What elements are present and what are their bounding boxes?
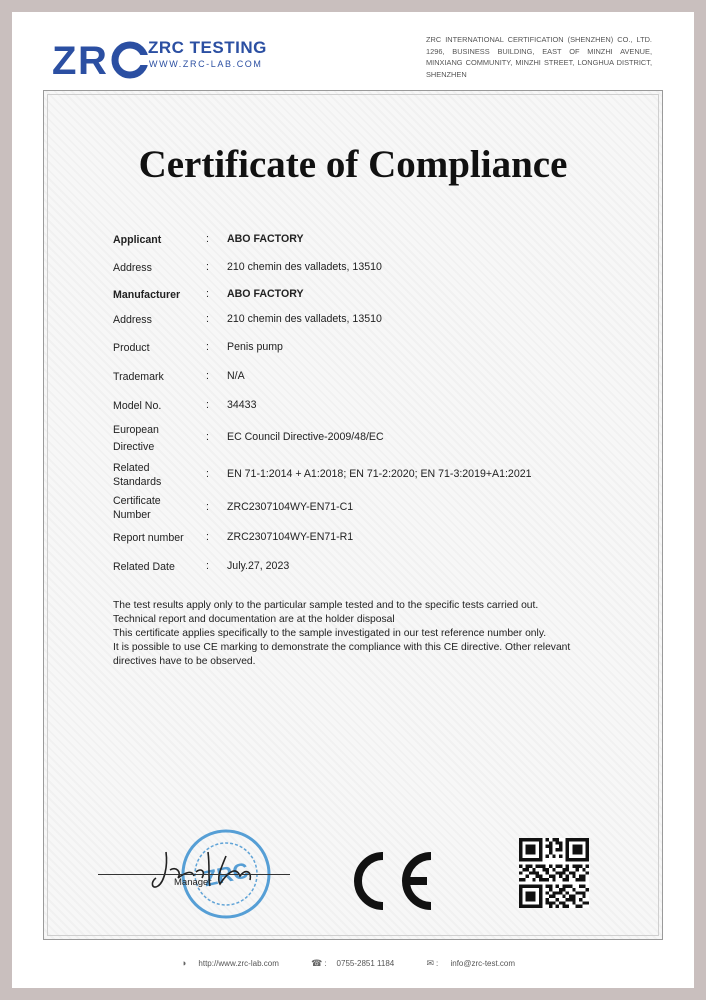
footer-website-text: http://www.zrc-lab.com [198, 959, 279, 968]
field-value: ABO FACTORY [227, 233, 304, 245]
logo-r-letter: R [78, 39, 107, 83]
stamp-text: ZRC [201, 857, 251, 892]
field-label: European Directive [113, 424, 159, 453]
mail-icon: ✉ [426, 958, 435, 968]
field-value: ABO FACTORY [227, 288, 304, 300]
field-colon: : [206, 431, 209, 443]
field-label: Address [113, 314, 152, 326]
footer-phone[interactable]: ☎ : 0755-2851 1184 [311, 958, 395, 968]
field-label: Applicant [113, 234, 162, 246]
field-colon: : [206, 261, 209, 273]
field-value: 34433 [227, 399, 257, 411]
qr-finder-top-right [566, 838, 589, 861]
field-value: EN 71-1:2014 + A1:2018; EN 71-2:2020; EN 71-3:2019+A1:2021 [227, 468, 532, 480]
note-line: The test results apply only to the particular sample tested and to the specific tests carried out. [113, 600, 539, 611]
field-colon: : [206, 313, 209, 325]
field-colon: : [206, 560, 209, 572]
field-colon: : [206, 288, 209, 300]
qr-finder-top-left [519, 838, 542, 861]
field-label: Model No. [113, 400, 162, 412]
signature-line [98, 874, 290, 875]
globe-icon: ◑ [180, 958, 187, 968]
manager-label: Manager [174, 877, 212, 888]
manager-signature [96, 822, 306, 922]
field-label: Related Date [113, 561, 175, 573]
field-colon: : [206, 468, 209, 480]
field-label: Related Standards [113, 462, 162, 488]
logo-z-letter: Z [52, 39, 77, 83]
field-colon: : [206, 501, 209, 513]
certificate-page [12, 12, 694, 988]
field-value: July.27, 2023 [227, 560, 290, 572]
field-value: Penis pump [227, 341, 283, 353]
field-value: 210 chemin des valladets, 13510 [227, 261, 382, 273]
field-colon: : [206, 399, 209, 411]
footer-phone-text: 0755-2851 1184 [336, 959, 395, 968]
brand-url[interactable]: WWW.ZRC-LAB.COM [149, 59, 263, 69]
field-value: ZRC2307104WY-EN71-C1 [227, 501, 354, 513]
certificate-title: Certificate of Compliance [138, 143, 568, 186]
company-address: ZRC INTERNATIONAL CERTIFICATION (SHENZHEN) CO., LTD. 1296, BUSINESS BUILDING, EAST OF MINZHI AVENUE, MINXIANG COMMUNITY, MINZHI STREET, LONGHUA DISTRICT, SHENZHEN [426, 35, 652, 79]
brand-name: ZRC TESTING [148, 38, 267, 57]
field-label: Trademark [113, 371, 164, 383]
field-label: Report number [113, 532, 184, 544]
field-colon: : [206, 531, 209, 543]
qr-finder-bottom-left [519, 885, 542, 908]
footer-website[interactable] [181, 959, 289, 968]
ce-mark [345, 850, 435, 912]
phone-icon: ☎ [311, 958, 323, 968]
note-line: This certificate applies specifically to the sample investigated in our test reference number only. [113, 628, 547, 639]
field-colon: : [206, 341, 209, 353]
field-label: Manufacturer [113, 289, 181, 301]
ce-c-letter [358, 856, 383, 906]
field-label: Product [113, 342, 150, 354]
footer-contacts [12, 958, 694, 969]
note-line: It is possible to use CE marking to demonstrate the compliance with this CE directive. Other relevant directives have to be observed. [113, 642, 571, 667]
field-value: EC Council Directive-2009/48/EC [227, 431, 384, 443]
footer-email[interactable]: ✉ : info@zrc-test.com [426, 958, 516, 968]
field-label: Address [113, 262, 152, 274]
qr-code[interactable] [519, 838, 589, 908]
field-label: Certificate Number [113, 495, 161, 521]
field-value: N/A [227, 370, 245, 382]
field-value: 210 chemin des valladets, 13510 [227, 313, 382, 325]
compliance-notes [113, 599, 583, 669]
field-colon: : [206, 370, 209, 382]
footer-email-text: info@zrc-test.com [450, 959, 516, 968]
field-colon: : [206, 233, 209, 245]
note-line: Technical report and documentation are at the holder disposal [113, 614, 395, 625]
field-value: ZRC2307104WY-EN71-R1 [227, 531, 354, 543]
